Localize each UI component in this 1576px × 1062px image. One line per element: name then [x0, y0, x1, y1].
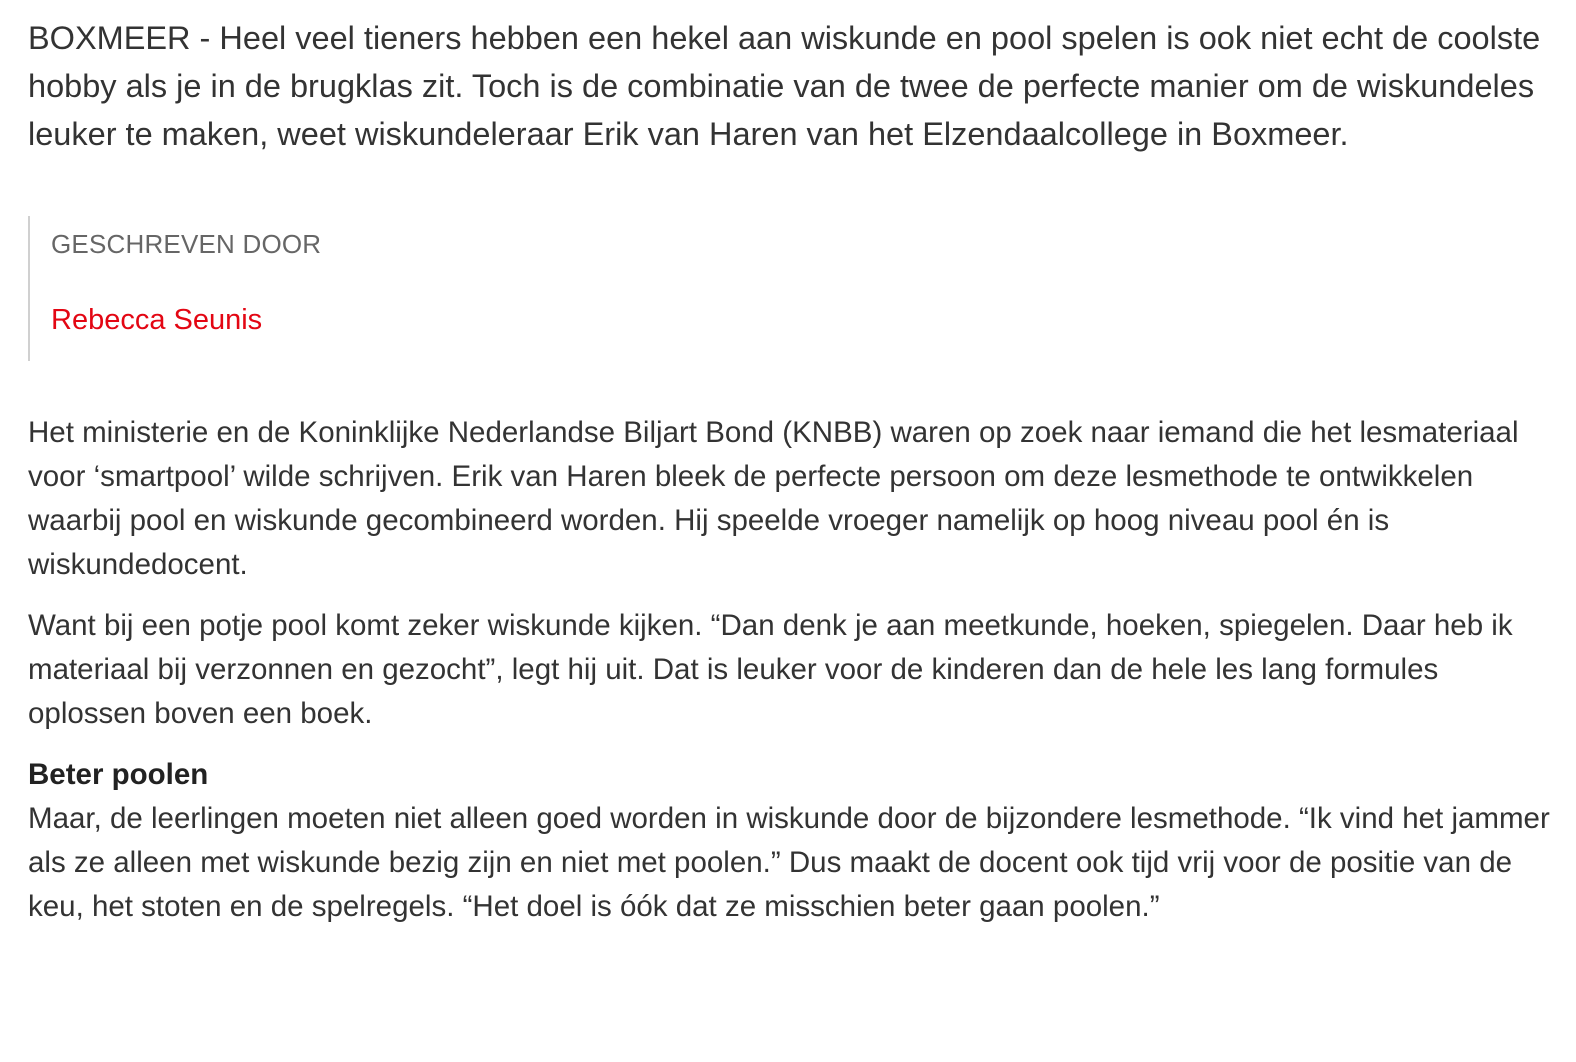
paragraph: Want bij een potje pool komt zeker wiskunde kijken. “Dan denk je aan meetkunde, hoeken, spiegelen. Daar heb ik materiaal bij verzonnen en gezocht”, legt hij uit. Dat is leuker voor de kinderen dan de hele les lang formules oplossen boven een boek. [28, 609, 1513, 730]
article-lead: BOXMEER - Heel veel tieners hebben een hekel aan wiskunde en pool spelen is ook niet echt de coolste hobby als je in de brugklas zit. Toch is de combinatie van de twee de perfecte manier om de wiskundeles leuker te maken, weet wiskundeleraar Erik van Haren van het Elzendaalcollege in Boxmeer. [28, 20, 1541, 152]
byline-label: GESCHREVEN DOOR [51, 229, 322, 259]
article-body [28, 411, 1558, 929]
author-link[interactable]: Rebecca Seunis [51, 304, 263, 336]
paragraph: Maar, de leerlingen moeten niet alleen goed worden in wiskunde door de bijzondere lesmethode. “Ik vind het jammer als ze alleen met wiskunde bezig zijn en niet met poolen.” Dus maakt de docent ook tijd vrij voor de positie van de keu, het stoten en de spelregels. “Het doel is óók dat ze misschien beter gaan poolen.” [28, 802, 1550, 923]
paragraph: Het ministerie en de Koninklijke Nederlandse Biljart Bond (KNBB) waren op zoek naar iemand die het lesmateriaal voor ‘smartpool’ wilde schrijven. Erik van Haren bleek de perfecte persoon om deze lesmethode te ontwikkelen waarbij pool en wiskunde gecombineerd worden. Hij speelde vroeger namelijk op hoog niveau pool én is wiskundedocent. [28, 416, 1519, 581]
section-heading: Beter poolen [28, 758, 209, 791]
byline [28, 216, 1558, 361]
article [28, 0, 1558, 946]
